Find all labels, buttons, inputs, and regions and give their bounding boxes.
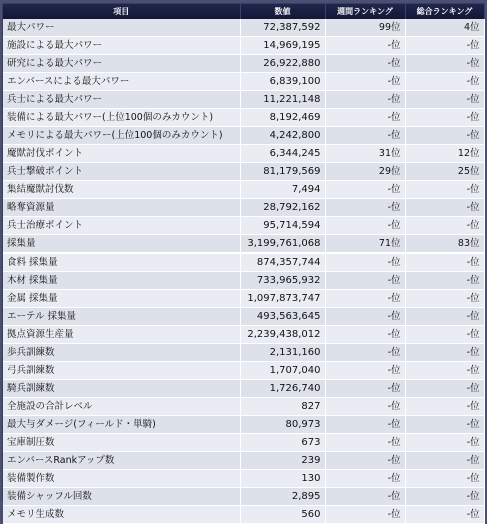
row-value: 2,131,160 <box>240 344 325 362</box>
header-value: 数値 <box>240 4 325 19</box>
table-row <box>3 434 484 452</box>
row-overall-rank: -位 <box>405 470 484 488</box>
row-value: 3,199,761,068 <box>240 235 325 254</box>
row-overall-rank: -位 <box>405 217 484 235</box>
row-weekly-rank: -位 <box>325 127 405 145</box>
table-row <box>3 37 484 55</box>
row-value: 493,563,645 <box>240 308 325 326</box>
table-row <box>3 470 484 488</box>
row-value: 28,792,162 <box>240 199 325 217</box>
row-name: 兵士撃破ポイント <box>3 163 240 181</box>
row-value: 80,973 <box>240 416 325 434</box>
row-overall-rank: -位 <box>405 181 484 199</box>
table-row <box>3 272 484 290</box>
row-weekly-rank: -位 <box>325 416 405 434</box>
table-row <box>3 253 484 272</box>
row-overall-rank: -位 <box>405 416 484 434</box>
row-weekly-rank: -位 <box>325 272 405 290</box>
row-value: 8,192,469 <box>240 109 325 127</box>
table-row <box>3 199 484 217</box>
table-row <box>3 398 484 416</box>
row-name: 装備シャッフル回数 <box>3 488 240 506</box>
row-name: 騎兵訓練数 <box>3 380 240 398</box>
row-weekly-rank: -位 <box>325 398 405 416</box>
row-value: 1,097,873,747 <box>240 290 325 308</box>
row-name: 拠点資源生産量 <box>3 326 240 344</box>
row-overall-rank: -位 <box>405 488 484 506</box>
row-weekly-rank: -位 <box>325 253 405 272</box>
row-weekly-rank: -位 <box>325 181 405 199</box>
table-row <box>3 488 484 506</box>
row-name: 略奪資源量 <box>3 199 240 217</box>
row-overall-rank: 25位 <box>405 163 484 181</box>
row-weekly-rank: -位 <box>325 290 405 308</box>
row-value: 673 <box>240 434 325 452</box>
header-item: 項目 <box>3 4 240 19</box>
row-value: 4,242,800 <box>240 127 325 145</box>
row-overall-rank: 4位 <box>405 19 484 37</box>
row-name: 食料 採集量 <box>3 253 240 272</box>
row-overall-rank: -位 <box>405 326 484 344</box>
table-row <box>3 127 484 145</box>
row-weekly-rank: -位 <box>325 452 405 470</box>
row-weekly-rank: -位 <box>325 109 405 127</box>
row-value: 239 <box>240 452 325 470</box>
header-weekly-ranking: 週間ランキング <box>325 4 405 19</box>
row-value: 2,239,438,012 <box>240 326 325 344</box>
row-weekly-rank: 71位 <box>325 235 405 254</box>
row-weekly-rank: -位 <box>325 506 405 524</box>
row-overall-rank: -位 <box>405 506 484 524</box>
row-name: メモリ生成数 <box>3 506 240 524</box>
row-overall-rank: -位 <box>405 380 484 398</box>
row-value: 95,714,594 <box>240 217 325 235</box>
row-weekly-rank: -位 <box>325 344 405 362</box>
row-name: 兵士による最大パワー <box>3 91 240 109</box>
row-overall-rank: -位 <box>405 344 484 362</box>
row-overall-rank: -位 <box>405 398 484 416</box>
table-row <box>3 181 484 199</box>
table-header <box>3 4 484 19</box>
row-weekly-rank: -位 <box>325 37 405 55</box>
row-name: 宝庫制圧数 <box>3 434 240 452</box>
row-name: 魔獣討伐ポイント <box>3 145 240 163</box>
row-weekly-rank: -位 <box>325 470 405 488</box>
table-row <box>3 55 484 73</box>
row-weekly-rank: -位 <box>325 91 405 109</box>
row-overall-rank: -位 <box>405 452 484 470</box>
row-overall-rank: -位 <box>405 91 484 109</box>
row-weekly-rank: -位 <box>325 326 405 344</box>
row-name: 装備製作数 <box>3 470 240 488</box>
stats-table <box>3 4 485 524</box>
row-name: 採集量 <box>3 235 240 254</box>
table-row <box>3 19 484 37</box>
row-name: 施設による最大パワー <box>3 37 240 55</box>
row-weekly-rank: -位 <box>325 362 405 380</box>
table-row <box>3 506 484 524</box>
row-name: 装備による最大パワー(上位100個のみカウント) <box>3 109 240 127</box>
row-weekly-rank: 29位 <box>325 163 405 181</box>
table-row <box>3 290 484 308</box>
row-weekly-rank: 99位 <box>325 19 405 37</box>
table-row <box>3 163 484 181</box>
row-weekly-rank: -位 <box>325 199 405 217</box>
row-weekly-rank: 31位 <box>325 145 405 163</box>
row-name: 金属 採集量 <box>3 290 240 308</box>
row-overall-rank: -位 <box>405 290 484 308</box>
row-name: 兵士治療ポイント <box>3 217 240 235</box>
row-name: メモリによる最大パワー(上位100個のみカウント) <box>3 127 240 145</box>
table-row <box>3 235 484 254</box>
row-value: 827 <box>240 398 325 416</box>
row-overall-rank: -位 <box>405 199 484 217</box>
row-value: 7,494 <box>240 181 325 199</box>
row-value: 14,969,195 <box>240 37 325 55</box>
row-overall-rank: -位 <box>405 308 484 326</box>
row-value: 874,357,744 <box>240 253 325 272</box>
table-row <box>3 73 484 91</box>
row-overall-rank: -位 <box>405 362 484 380</box>
row-value: 26,922,880 <box>240 55 325 73</box>
header-overall-ranking: 総合ランキング <box>405 4 484 19</box>
row-weekly-rank: -位 <box>325 488 405 506</box>
table-row <box>3 217 484 235</box>
table-row <box>3 362 484 380</box>
row-value: 72,387,592 <box>240 19 325 37</box>
row-value: 6,839,100 <box>240 73 325 91</box>
table-row <box>3 344 484 362</box>
row-value: 130 <box>240 470 325 488</box>
table-row <box>3 326 484 344</box>
row-value: 733,965,932 <box>240 272 325 290</box>
row-weekly-rank: -位 <box>325 73 405 91</box>
table-row <box>3 308 484 326</box>
row-value: 81,179,569 <box>240 163 325 181</box>
row-overall-rank: -位 <box>405 37 484 55</box>
table-row <box>3 416 484 434</box>
row-name: 最大与ダメージ(フィールド・単騎) <box>3 416 240 434</box>
row-overall-rank: 83位 <box>405 235 484 254</box>
row-overall-rank: -位 <box>405 73 484 91</box>
row-weekly-rank: -位 <box>325 308 405 326</box>
row-overall-rank: 12位 <box>405 145 484 163</box>
row-overall-rank: -位 <box>405 127 484 145</box>
row-weekly-rank: -位 <box>325 217 405 235</box>
table-body <box>3 19 484 524</box>
row-name: エンバースRankアップ数 <box>3 452 240 470</box>
row-name: エンバースによる最大パワー <box>3 73 240 91</box>
row-overall-rank: -位 <box>405 434 484 452</box>
row-overall-rank: -位 <box>405 109 484 127</box>
row-overall-rank: -位 <box>405 55 484 73</box>
row-name: 木材 採集量 <box>3 272 240 290</box>
row-name: 最大パワー <box>3 19 240 37</box>
row-weekly-rank: -位 <box>325 380 405 398</box>
table-row <box>3 380 484 398</box>
row-value: 2,895 <box>240 488 325 506</box>
table-row <box>3 109 484 127</box>
row-name: 集結魔獣討伐数 <box>3 181 240 199</box>
row-value: 1,707,040 <box>240 362 325 380</box>
row-overall-rank: -位 <box>405 253 484 272</box>
row-weekly-rank: -位 <box>325 434 405 452</box>
table-row <box>3 452 484 470</box>
row-name: 全施設の合計レベル <box>3 398 240 416</box>
table-row <box>3 145 484 163</box>
table-row <box>3 91 484 109</box>
row-name: エーテル 採集量 <box>3 308 240 326</box>
stats-panel <box>3 4 484 520</box>
row-name: 研究による最大パワー <box>3 55 240 73</box>
row-name: 弓兵訓練数 <box>3 362 240 380</box>
row-value: 11,221,148 <box>240 91 325 109</box>
row-name: 歩兵訓練数 <box>3 344 240 362</box>
row-value: 6,344,245 <box>240 145 325 163</box>
row-overall-rank: -位 <box>405 272 484 290</box>
row-value: 1,726,740 <box>240 380 325 398</box>
row-value: 560 <box>240 506 325 524</box>
row-weekly-rank: -位 <box>325 55 405 73</box>
